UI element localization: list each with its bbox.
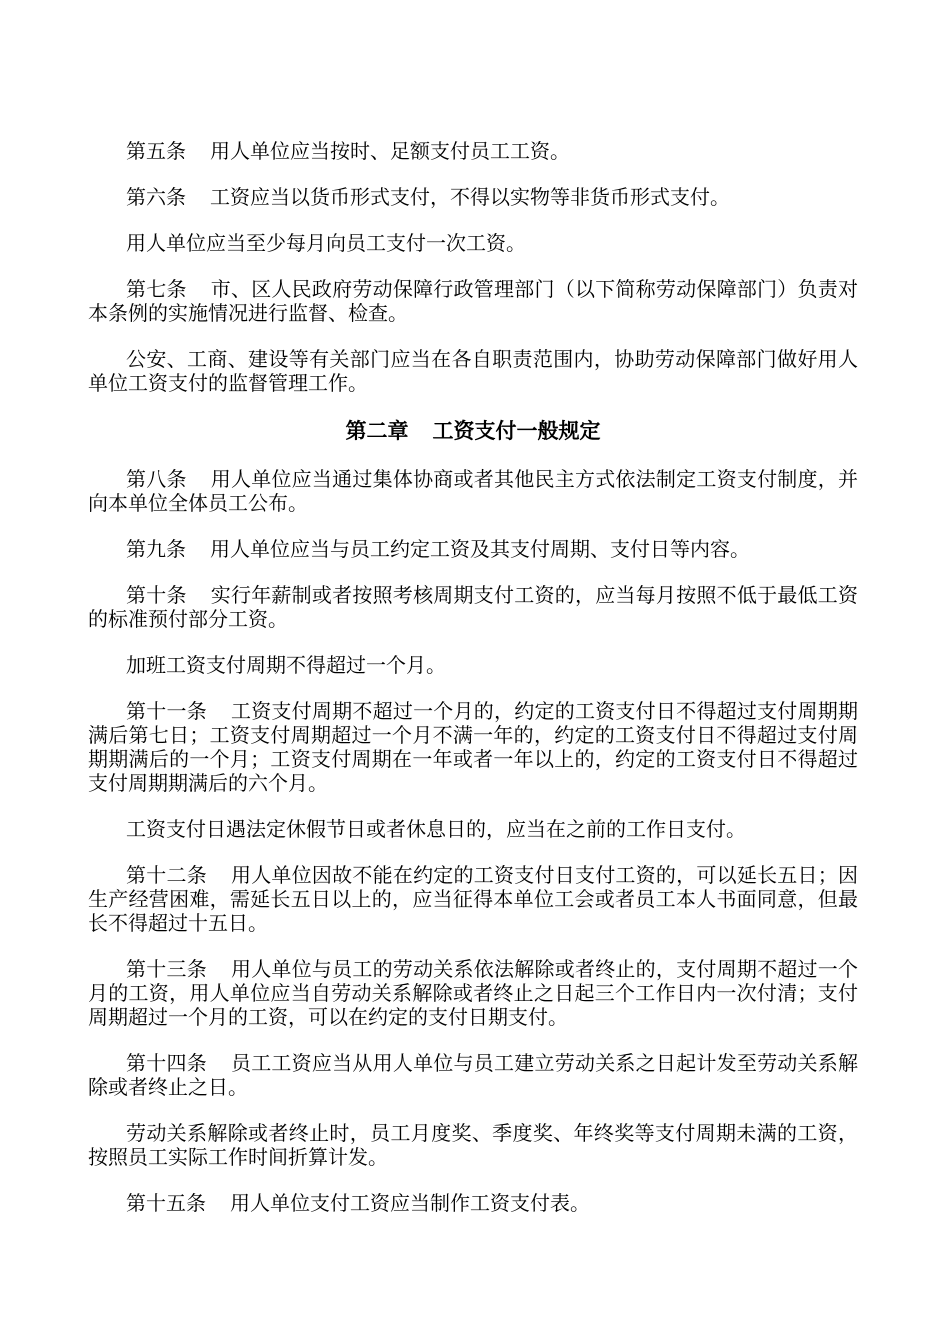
paragraph-text: 劳动关系解除或者终止时，员工月度奖、季度奖、年终奖等支付周期未满的工资，按照员工实际工作时间折算计发。: [88, 1121, 858, 1169]
article-number: 第十二条: [126, 863, 207, 887]
article-text: 员工工资应当从用人单位与员工建立劳动关系之日起计发至劳动关系解除或者终止之日。: [88, 1051, 859, 1099]
paragraph: [88, 347, 858, 395]
article-13: [88, 957, 858, 1029]
paragraph-text: 公安、工商、建设等有关部门应当在各自职责范围内，协助劳动保障部门做好用人单位工资支付的监督管理工作。: [88, 347, 858, 395]
article-number: 第八条: [126, 467, 187, 491]
paragraph: [88, 231, 858, 255]
article-7: [88, 277, 858, 325]
chapter-title: 工资支付一般规定: [432, 419, 601, 443]
article-number: 第十五条: [126, 1191, 206, 1215]
article-number: 第十一条: [126, 699, 207, 723]
article-text: 工资支付周期不超过一个月的，约定的工资支付日不得超过支付周期期满后第七日；工资支付周期超过一个月不满一年的，约定的工资支付日不得超过支付周期期满后的一个月；工资支付周期在一年或者一年以上的，约定的工资支付日不得超过支付周期期满后的六个月。: [88, 699, 859, 795]
article-5: [88, 139, 858, 163]
article-number: 第七条: [126, 277, 187, 301]
article-text: 用人单位支付工资应当制作工资支付表。: [230, 1191, 590, 1215]
article-15: [88, 1191, 858, 1215]
article-text: 实行年薪制或者按照考核周期支付工资的，应当每月按照不低于最低工资的标准预付部分工资。: [88, 583, 859, 631]
article-text: 工资应当以货币形式支付，不得以实物等非货币形式支付。: [210, 185, 730, 209]
article-6: [88, 185, 858, 209]
article-number: 第五条: [126, 139, 186, 163]
article-text: 用人单位应当与员工约定工资及其支付周期、支付日等内容。: [210, 537, 750, 561]
article-14: [88, 1051, 858, 1099]
paragraph: [88, 653, 858, 677]
paragraph: [88, 1121, 858, 1169]
article-number: 第十条: [126, 583, 187, 607]
article-text: 用人单位应当通过集体协商或者其他民主方式依法制定工资支付制度，并向本单位全体员工公布。: [88, 467, 859, 515]
article-8: [88, 467, 858, 515]
article-11: [88, 699, 858, 795]
article-10: [88, 583, 858, 631]
article-12: [88, 863, 858, 935]
article-number: 第六条: [126, 185, 186, 209]
chapter-number: 第二章: [345, 419, 409, 443]
article-number: 第十三条: [126, 957, 207, 981]
article-text: 用人单位与员工的劳动关系依法解除或者终止的，支付周期不超过一个月的工资，用人单位应当自劳动关系解除或者终止之日起三个工作日内一次付清；支付周期超过一个月的工资，可以在约定的支付日期支付。: [88, 957, 859, 1029]
document-body: [88, 139, 858, 1237]
paragraph-text: 用人单位应当至少每月向员工支付一次工资。: [126, 231, 526, 255]
paragraph-text: 加班工资支付周期不得超过一个月。: [126, 653, 446, 677]
chapter-heading: [88, 417, 858, 445]
article-number: 第九条: [126, 537, 186, 561]
article-text: 市、区人民政府劳动保障行政管理部门（以下简称劳动保障部门）负责对本条例的实施情况进行监督、检查。: [88, 277, 859, 325]
article-number: 第十四条: [126, 1051, 207, 1075]
article-text: 用人单位因故不能在约定的工资支付日支付工资的，可以延长五日；因生产经营困难，需延长五日以上的，应当征得本单位工会或者员工本人书面同意，但最长不得超过十五日。: [88, 863, 859, 935]
article-text: 用人单位应当按时、足额支付员工工资。: [210, 139, 570, 163]
paragraph: [88, 817, 858, 841]
article-9: [88, 537, 858, 561]
paragraph-text: 工资支付日遇法定休假节日或者休息日的，应当在之前的工作日支付。: [126, 817, 746, 841]
